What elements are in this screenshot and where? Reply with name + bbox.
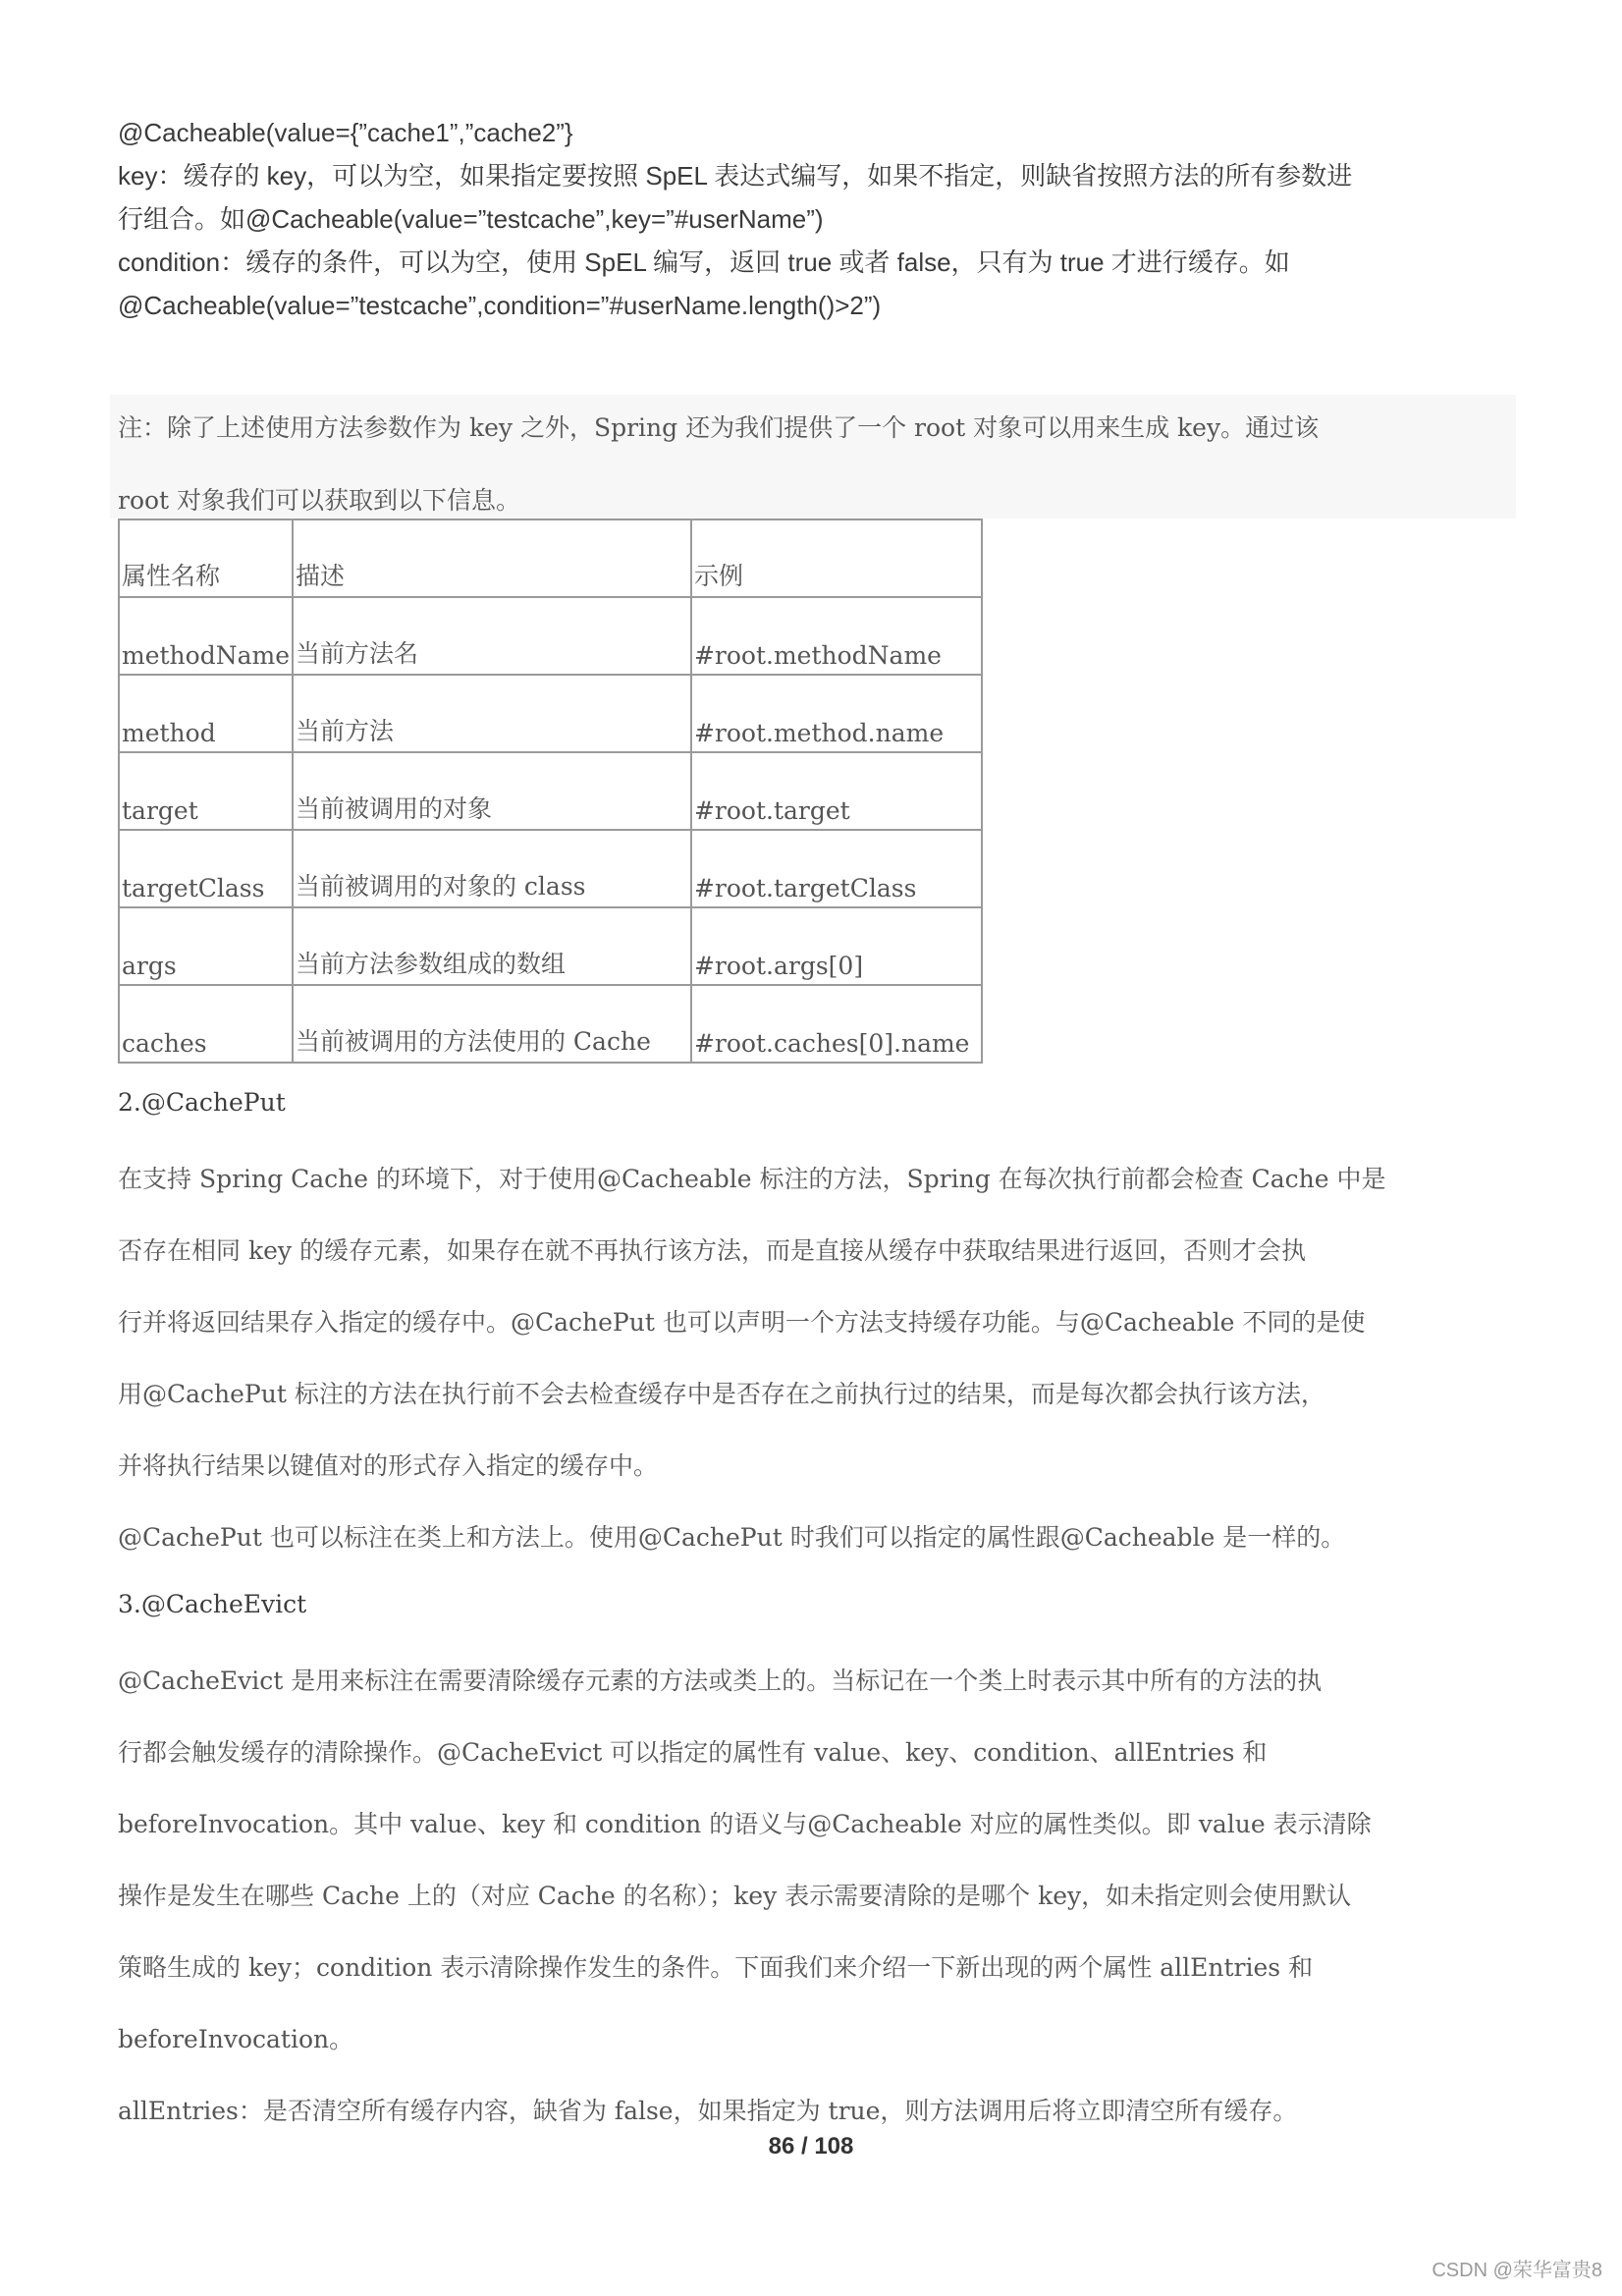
table-header-cell: 属性名称 — [119, 519, 293, 597]
paragraph-line: 在支持 Spring Cache 的环境下，对于使用@Cacheable 标注的方法，Spring 在每次执行前都会检查 Cache 中是 — [118, 1165, 1386, 1193]
intro-line: @Cacheable(value=”testcache”,condition=”#userName.length()>2”) — [118, 291, 882, 320]
table-cell: #root.caches[0].name — [691, 985, 982, 1063]
paragraph-line: 策略生成的 key；condition 表示清除操作发生的条件。下面我们来介绍一下新出现的两个属性 allEntries 和 — [118, 1953, 1314, 1982]
paragraph-line: 并将执行结果以键值对的形式存入指定的缓存中。 — [118, 1451, 659, 1480]
paragraph-line: 用@CachePut 标注的方法在执行前不会去检查缓存中是否存在之前执行过的结果，而是每次都会执行该方法， — [118, 1380, 1325, 1408]
table-cell: 当前方法名 — [293, 597, 691, 675]
table-cell: target — [119, 752, 293, 830]
table-cell: methodName — [119, 597, 293, 675]
paragraph-line: 行都会触发缓存的清除操作。@CacheEvict 可以指定的属性有 value、key、condition、allEntries 和 — [118, 1738, 1268, 1767]
table-header-cell: 描述 — [293, 519, 691, 597]
table-cell: method — [119, 675, 293, 752]
table-cell: #root.target — [691, 752, 982, 830]
table-cell: #root.methodName — [691, 597, 982, 675]
intro-line: @Cacheable(value={”cache1”,”cache2”} — [118, 118, 573, 147]
table-cell: #root.args[0] — [691, 907, 982, 985]
paragraph-line: 否存在相同 key 的缓存元素，如果存在就不再执行该方法，而是直接从缓存中获取结果进行返回，否则才会执 — [118, 1236, 1306, 1265]
table-cell: args — [119, 907, 293, 985]
table-row — [119, 830, 982, 907]
table-cell: #root.targetClass — [691, 830, 982, 907]
csdn-watermark: CSDN @荣华富贵8 — [1432, 2260, 1602, 2281]
table-cell: 当前被调用的对象 — [293, 752, 691, 830]
paragraph-line: @CachePut 也可以标注在类上和方法上。使用@CachePut 时我们可以指定的属性跟@Cacheable 是一样的。 — [118, 1523, 1346, 1552]
intro-line: condition：缓存的条件，可以为空，使用 SpEL 编写，返回 true 或者 false，只有为 true 才进行缓存。如 — [118, 247, 1290, 277]
table-row — [119, 597, 982, 675]
table-row — [119, 675, 982, 752]
table-header-row — [119, 519, 982, 597]
table-cell: 当前方法 — [293, 675, 691, 752]
intro-line: 行组合。如@Cacheable(value=”testcache”,key=”#userName”) — [118, 204, 824, 234]
paragraph-line: allEntries：是否清空所有缓存内容，缺省为 false，如果指定为 true，则方法调用后将立即清空所有缓存。 — [118, 2097, 1298, 2125]
paragraph-line: 操作是发生在哪些 Cache 上的（对应 Cache 的名称）；key 表示需要清除的是哪个 key，如未指定则会使用默认 — [118, 1882, 1352, 1910]
paragraph-line: 行并将返回结果存入指定的缓存中。@CachePut 也可以声明一个方法支持缓存功能。与@Cacheable 不同的是使 — [118, 1308, 1366, 1337]
table-cell: 当前被调用的方法使用的 Cache — [293, 985, 691, 1063]
note-line: 注：除了上述使用方法参数作为 key 之外，Spring 还为我们提供了一个 root 对象可以用来生成 key。通过该 — [118, 413, 1320, 442]
intro-block — [118, 111, 1512, 327]
table-cell: 当前被调用的对象的 class — [293, 830, 691, 907]
note-line: root 对象我们可以获取到以下信息。 — [118, 486, 521, 515]
section-heading-cacheput: 2.@CachePut — [118, 1088, 286, 1117]
page-number: 86 / 108 — [768, 2133, 854, 2159]
section-heading-cacheevict: 3.@CacheEvict — [118, 1590, 307, 1618]
table-cell: caches — [119, 985, 293, 1063]
table-row — [119, 907, 982, 985]
paragraph-line: beforeInvocation。其中 value、key 和 condition 的语义与@Cacheable 对应的属性类似。即 value 表示清除 — [118, 1810, 1372, 1838]
table-cell: #root.method.name — [691, 675, 982, 752]
table-row — [119, 985, 982, 1063]
table-cell: targetClass — [119, 830, 293, 907]
table-header-cell: 示例 — [691, 519, 982, 597]
table-row — [119, 752, 982, 830]
intro-line: key：缓存的 key，可以为空，如果指定要按照 SpEL 表达式编写，如果不指定，则缺省按照方法的所有参数进 — [118, 161, 1353, 191]
paragraph-line: @CacheEvict 是用来标注在需要清除缓存元素的方法或类上的。当标记在一个类上时表示其中所有的方法的执 — [118, 1667, 1323, 1695]
paragraph-line: beforeInvocation。 — [118, 2025, 354, 2053]
root-object-table — [118, 519, 983, 1064]
table-cell: 当前方法参数组成的数组 — [293, 907, 691, 985]
